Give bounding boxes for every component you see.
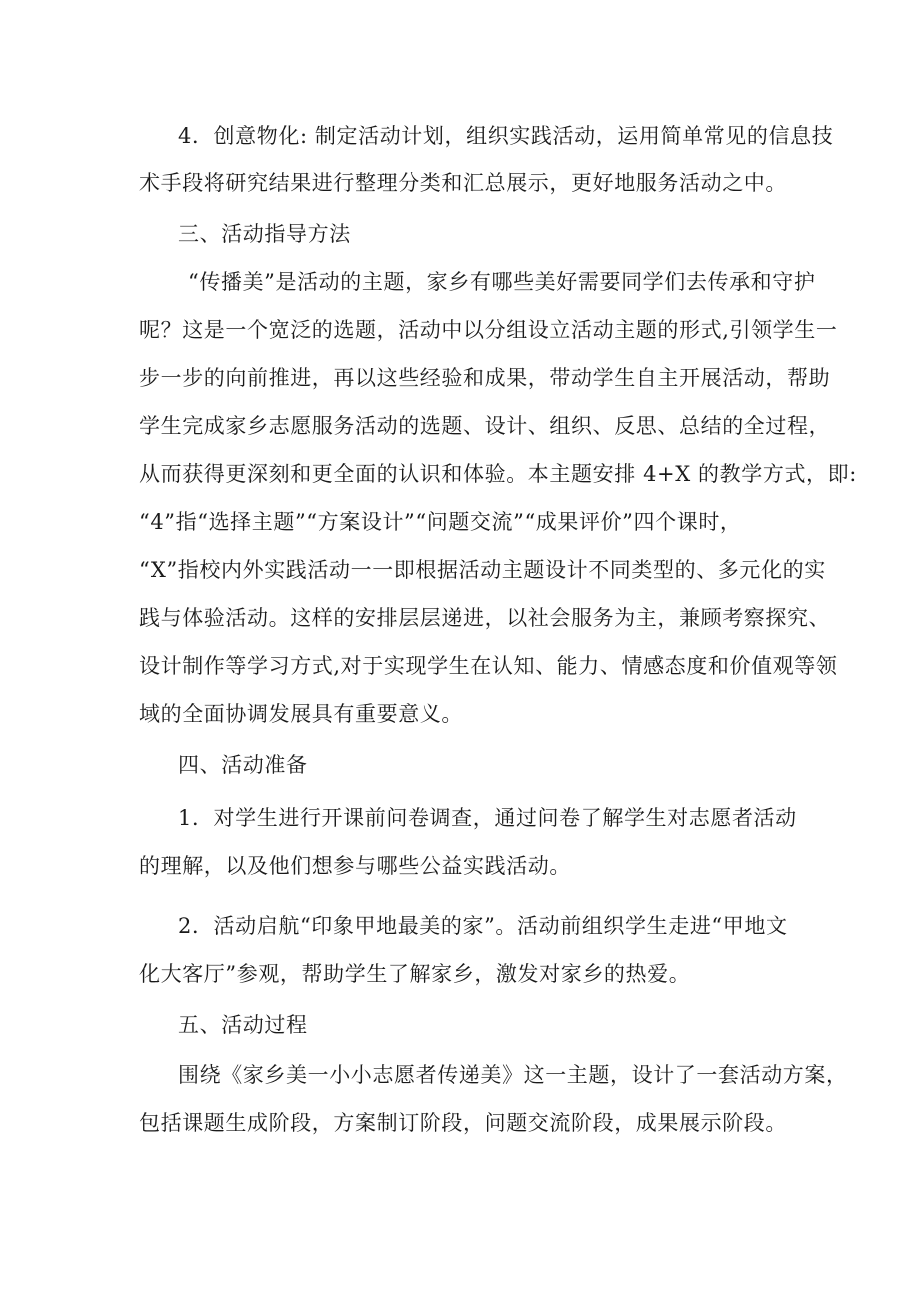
- section-4-item-1-line-2: 的理解，以及他们想参与哪些公益实践活动。: [139, 854, 571, 878]
- section-4-heading: 四、活动准备: [178, 753, 308, 777]
- section-3-line-1: “传播美”是活动的主题，家乡有哪些美好需要同学们去传承和守护: [188, 270, 816, 294]
- section-3-line-6: “4”指“选择主题”“方案设计”“问题交流”“成果评价”四个课时，: [139, 510, 742, 534]
- section-3-line-9: 设计制作等学习方式,对于实现学生在认知、能力、情感态度和价值观等领: [139, 654, 838, 678]
- section-3-heading: 三、活动指导方法: [178, 222, 351, 246]
- section-4-item-2-line-1: 2．活动启航“印象甲地最美的家”。活动前组织学生走进“甲地文: [178, 914, 788, 938]
- section-3-line-4: 学生完成家乡志愿服务活动的选题、设计、组织、反思、总结的全过程，: [139, 414, 831, 438]
- section-3-line-3: 步一步的向前推进，再以这些经验和成果，带动学生自主开展活动，帮助: [139, 366, 831, 390]
- section-3-line-2: 呢？这是一个宽泛的选题，活动中以分组设立活动主题的形式,引领学生一: [139, 318, 838, 342]
- item-4-line-2: 术手段将研究结果进行整理分类和汇总展示，更好地服务活动之中。: [139, 171, 787, 195]
- section-4-item-2-line-2: 化大客厅”参观，帮助学生了解家乡，激发对家乡的热爱。: [139, 962, 691, 986]
- section-3-line-8: 践与体验活动。这样的安排层层递进，以社会服务为主，兼顾考察探究、: [139, 606, 831, 630]
- item-4-line-1: 4．创意物化: 制定活动计划，组织实践活动，运用简单常见的信息技: [178, 124, 834, 148]
- section-5-line-2: 包括课题生成阶段，方案制订阶段，问题交流阶段，成果展示阶段。: [139, 1111, 787, 1135]
- section-3-line-7: “X”指校内外实践活动一一即根据活动主题设计不同类型的、多元化的实: [139, 558, 826, 582]
- section-5-heading: 五、活动过程: [178, 1013, 308, 1037]
- section-5-line-1: 围绕《家乡美一小小志愿者传递美》这一主题，设计了一套活动方案，: [178, 1063, 848, 1087]
- section-3-line-5: 从而获得更深刻和更全面的认识和体验。本主题安排 4+X 的教学方式，即:: [139, 462, 857, 486]
- section-3-line-10: 域的全面协调发展具有重要意义。: [139, 702, 463, 726]
- section-4-item-1-line-1: 1．对学生进行开课前问卷调查，通过问卷了解学生对志愿者活动: [178, 806, 797, 830]
